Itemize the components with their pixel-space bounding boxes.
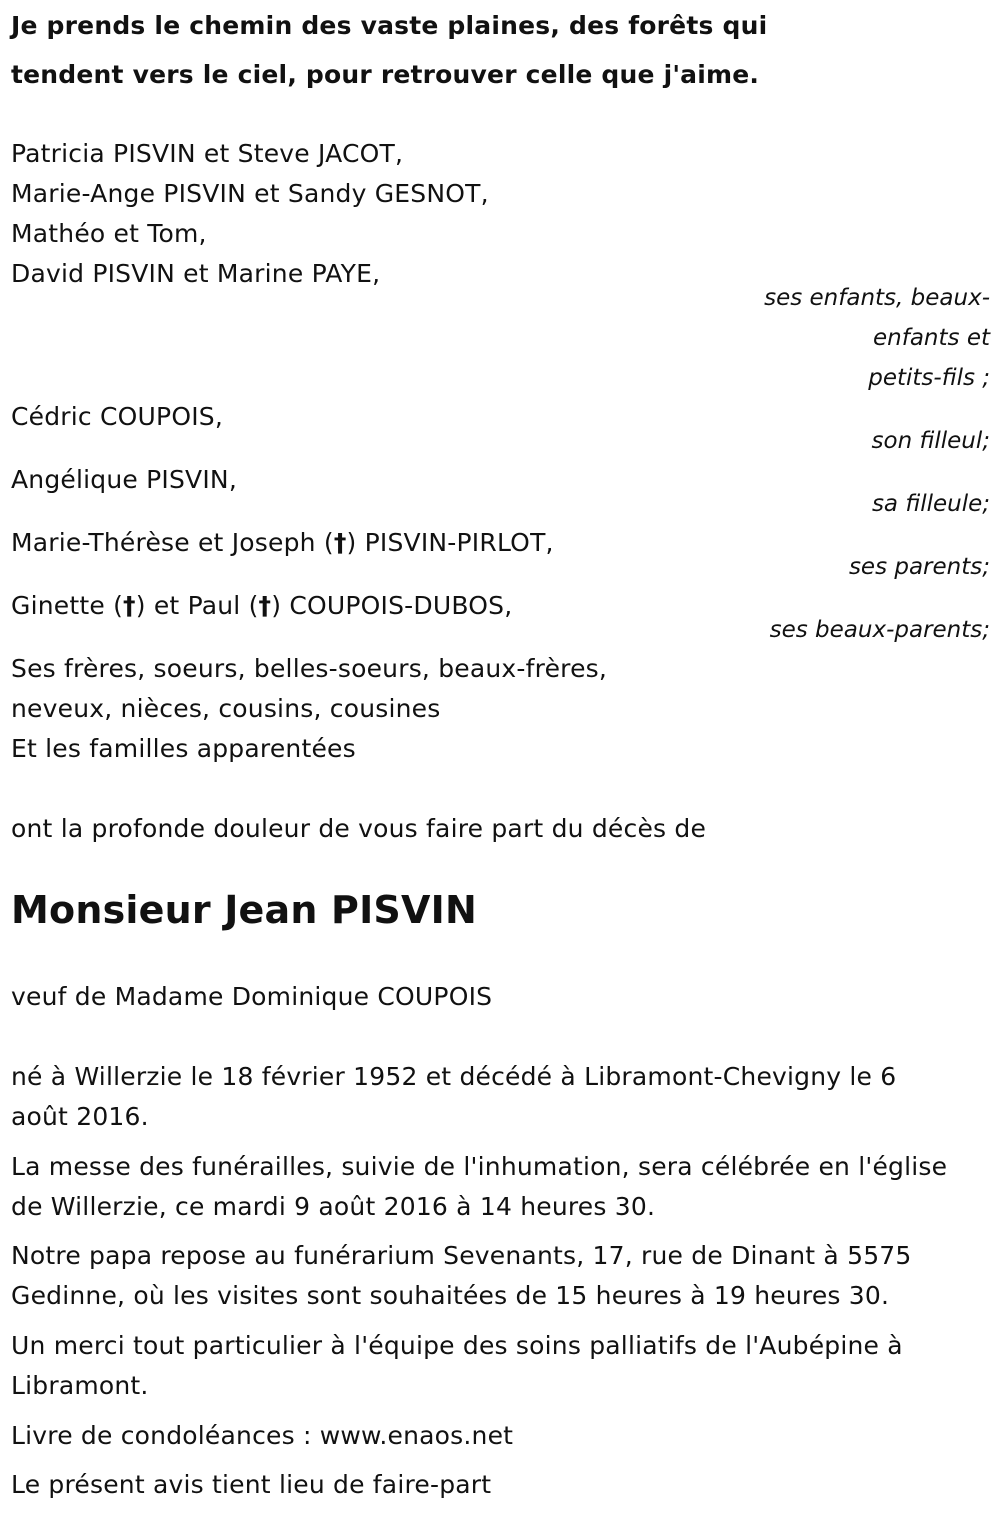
deceased-name: Monsieur Jean PISVIN (11, 888, 477, 932)
quote-line-1: Je prends le chemin des vaste plaines, des forêts qui (11, 11, 768, 40)
cross-icon: † (258, 591, 272, 620)
in-laws-role: ses beaux-parents; (769, 617, 990, 643)
thanks-line: Un merci tout particulier à l'équipe des soins palliatifs de l'Aubépine à (11, 1331, 903, 1360)
parents-role: ses parents; (848, 554, 990, 580)
in-laws-names (11, 586, 512, 626)
family-children-line: Mathéo et Tom, (11, 219, 207, 248)
condolences: Livre de condoléances : www.enaos.net (11, 1421, 514, 1450)
parents-text-before: Marie-Thérèse et Joseph ( (11, 528, 334, 557)
rest-line: Gedinne, où les visites sont souhaitées de 15 heures à 19 heures 30. (11, 1281, 890, 1310)
in-laws-text: ) et Paul ( (135, 591, 259, 620)
quote-line-2: tendent vers le ciel, pour retrouver celle que j'aime. (11, 60, 760, 89)
thanks-line: Libramont. (11, 1371, 149, 1400)
others-line: neveux, nièces, cousins, cousines (11, 694, 441, 723)
funeral-line: de Willerzie, ce mardi 9 août 2016 à 14 heures 30. (11, 1192, 656, 1221)
notice: Le présent avis tient lieu de faire-part (11, 1470, 492, 1499)
widower-of: veuf de Madame Dominique COUPOIS (11, 982, 493, 1011)
goddaughter-name: Angélique PISVIN, (11, 465, 237, 494)
godson-name: Cédric COUPOIS, (11, 402, 223, 431)
others-line: Et les familles apparentées (11, 734, 356, 763)
in-laws-text: ) COUPOIS-DUBOS, (271, 591, 513, 620)
children-role-line: ses enfants, beaux- (764, 285, 990, 311)
rest-line: Notre papa repose au funérarium Sevenants, 17, rue de Dinant à 5575 (11, 1241, 912, 1270)
family-children-line: Marie-Ange PISVIN et Sandy GESNOT, (11, 179, 489, 208)
birth-death-line: né à Willerzie le 18 février 1952 et décédé à Libramont-Chevigny le 6 (11, 1062, 897, 1091)
parents-text-after: ) PISVIN-PIRLOT, (346, 528, 554, 557)
funeral-line: La messe des funérailles, suivie de l'inhumation, sera célébrée en l'église (11, 1152, 948, 1181)
parents-names (11, 523, 554, 563)
goddaughter-role: sa filleule; (871, 491, 990, 517)
in-laws-text: Ginette ( (11, 591, 124, 620)
family-children-line: Patricia PISVIN et Steve JACOT, (11, 139, 404, 168)
children-role-line: petits-fils ; (868, 365, 990, 391)
family-children-line: David PISVIN et Marine PAYE, (11, 259, 381, 288)
announcement: ont la profonde douleur de vous faire part du décès de (11, 814, 707, 843)
birth-death-line: août 2016. (11, 1102, 149, 1131)
cross-icon: † (333, 528, 347, 557)
others-line: Ses frères, soeurs, belles-soeurs, beaux-frères, (11, 654, 608, 683)
children-role-line: enfants et (873, 325, 990, 351)
cross-icon: † (123, 591, 136, 620)
godson-role: son filleul; (871, 428, 990, 454)
